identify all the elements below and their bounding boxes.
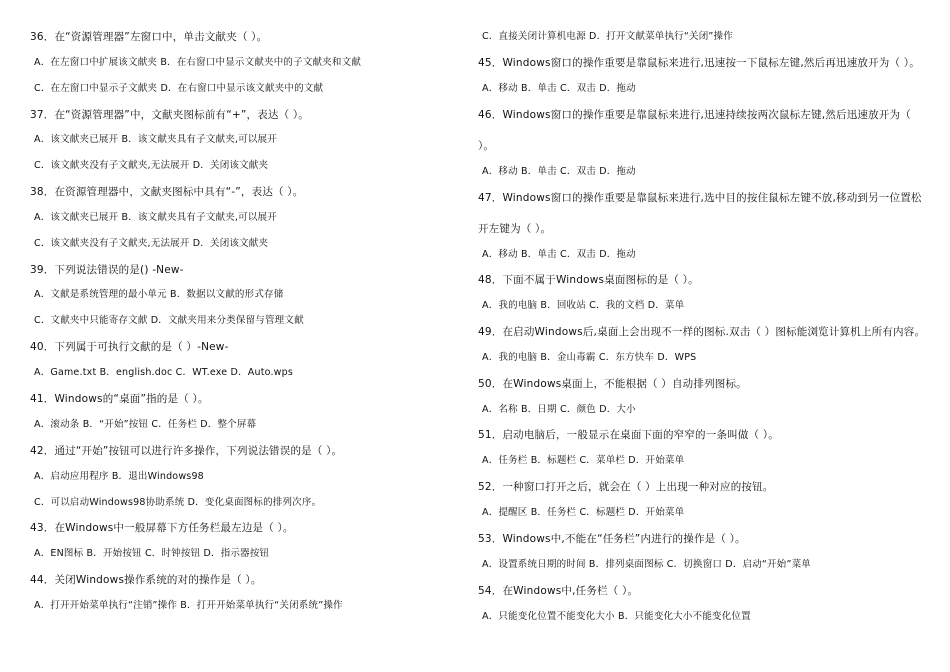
option-text: A．该文献夹已展开 B．该文献夹具有子文献夹,可以展开 (34, 212, 277, 223)
option-text: A．提醒区 B．任务栏 C．标题栏 D．开始菜单 (482, 507, 685, 518)
question-text: 43．在Windows中一般屏幕下方任务栏最左边是（ ）。 (30, 522, 294, 534)
option-text: C．该文献夹没有子文献夹,无法展开 D．关闭该文献夹 (34, 238, 269, 249)
option-text: A．设置系统日期的时间 B．排列桌面图标 C．切换窗口 D．启动“开始”菜单 (482, 559, 811, 570)
option-text: A．EN图标 B．开始按钮 C．时钟按钮 D．指示器按钮 (34, 548, 270, 559)
option-text: A．该文献夹已展开 B．该文献夹具有子文献夹,可以展开 (34, 134, 277, 145)
option-text: A．启动应用程序 B．退出Windows98 (34, 471, 204, 482)
option-text: C．直接关闭计算机电源 D．打开文献菜单执行“关闭”操作 (482, 31, 733, 42)
option-text: C．在左窗口中显示子文献夹 D．在右窗口中显示该文献夹中的文献 (34, 83, 324, 94)
question-text: 45．Windows窗口的操作重要是靠鼠标来进行,迅速按一下鼠标左键,然后再迅速放开为（ ）。 (478, 57, 920, 69)
option-text: A．名称 B．日期 C．颜色 D．大小 (482, 404, 636, 415)
question-text: 46．Windows窗口的操作重要是靠鼠标来进行,迅速持续按两次鼠标左键,然后迅速放开为（ (478, 109, 911, 121)
option-text: A．打开开始菜单执行“注销”操作 B．打开开始菜单执行“关闭系统”操作 (34, 600, 343, 611)
question-text: ）。 (478, 140, 495, 152)
option-text: A．移动 B．单击 C．双击 D．拖动 (482, 166, 636, 177)
option-text: A．我的电脑 B．回收站 C．我的文档 D．菜单 (482, 300, 685, 311)
option-text: A．文献是系统管理的最小单元 B．数据以文献的形式存储 (34, 289, 284, 300)
question-text: 40．下列属于可执行文献的是（ ）-New- (30, 341, 229, 353)
option-text: A．我的电脑 B．金山毒霸 C．东方快车 D．WPS (482, 352, 697, 363)
question-text: 36．在“资源管理器”左窗口中，单击文献夹（ ）。 (30, 31, 268, 43)
option-text: A．在左窗口中扩展该文献夹 B．在右窗口中显示文献夹中的子文献夹和文献 (34, 57, 362, 68)
question-text: 48．下面不属于Windows桌面图标的是（ ）。 (478, 274, 699, 286)
option-text: A．任务栏 B．标题栏 C．菜单栏 D．开始菜单 (482, 455, 685, 466)
option-text: C．可以启动Windows98协助系统 D．变化桌面图标的排列次序。 (34, 497, 322, 508)
question-text: 37．在“资源管理器”中，文献夹图标前有“+”，表达（ ）。 (30, 109, 310, 121)
option-text: A．Game.txt B．english.doc C．WT.exe D．Auto.wps (34, 367, 294, 378)
option-text: A．滚动条 B．“开始”按钮 C．任务栏 D．整个屏幕 (34, 419, 257, 430)
question-text: 47．Windows窗口的操作重要是靠鼠标来进行,选中目的按住鼠标左键不放,移动到另一位置松 (478, 192, 922, 204)
option-text: A．移动 B．单击 C．双击 D．拖动 (482, 83, 636, 94)
question-text: 49．在启动Windows后,桌面上会出现不一样的图标.双击（ ）图标能浏览计算机上所有内容。 (478, 326, 926, 338)
question-text: 39．下列说法错误的是() -New- (30, 264, 184, 276)
option-text: C．该文献夹没有子文献夹,无法展开 D．关闭该文献夹 (34, 160, 269, 171)
option-text: A．只能变化位置不能变化大小 B．只能变化大小不能变化位置 (482, 611, 751, 622)
question-text: 44．关闭Windows操作系统的对的操作是（ ）。 (30, 574, 262, 586)
question-text: 42．通过“开始”按钮可以进行许多操作，下列说法错误的是（ ）。 (30, 445, 343, 457)
question-text: 开左键为（ ）。 (478, 223, 552, 235)
question-text: 51．启动电脑后，一般显示在桌面下面的窄窄的一条叫做（ ）。 (478, 429, 779, 441)
question-text: 41．Windows的“桌面”指的是（ ）。 (30, 393, 209, 405)
question-text: 50．在Windows桌面上，不能根据（ ）自动排列图标。 (478, 378, 747, 390)
question-text: 54．在Windows中,任务栏（ ）。 (478, 585, 639, 597)
question-text: 52．一种窗口打开之后，就会在（ ）上出现一种对应的按钮。 (478, 481, 774, 493)
question-text: 38．在资源管理器中，文献夹图标中具有“-”，表达（ ）。 (30, 186, 304, 198)
option-text: A．移动 B．单击 C．双击 D．拖动 (482, 249, 636, 260)
option-text: C．文献夹中只能寄存文献 D．文献夹用来分类保留与管理文献 (34, 315, 304, 326)
question-text: 53．Windows中,不能在“任务栏”内进行的操作是（ ）。 (478, 533, 746, 545)
